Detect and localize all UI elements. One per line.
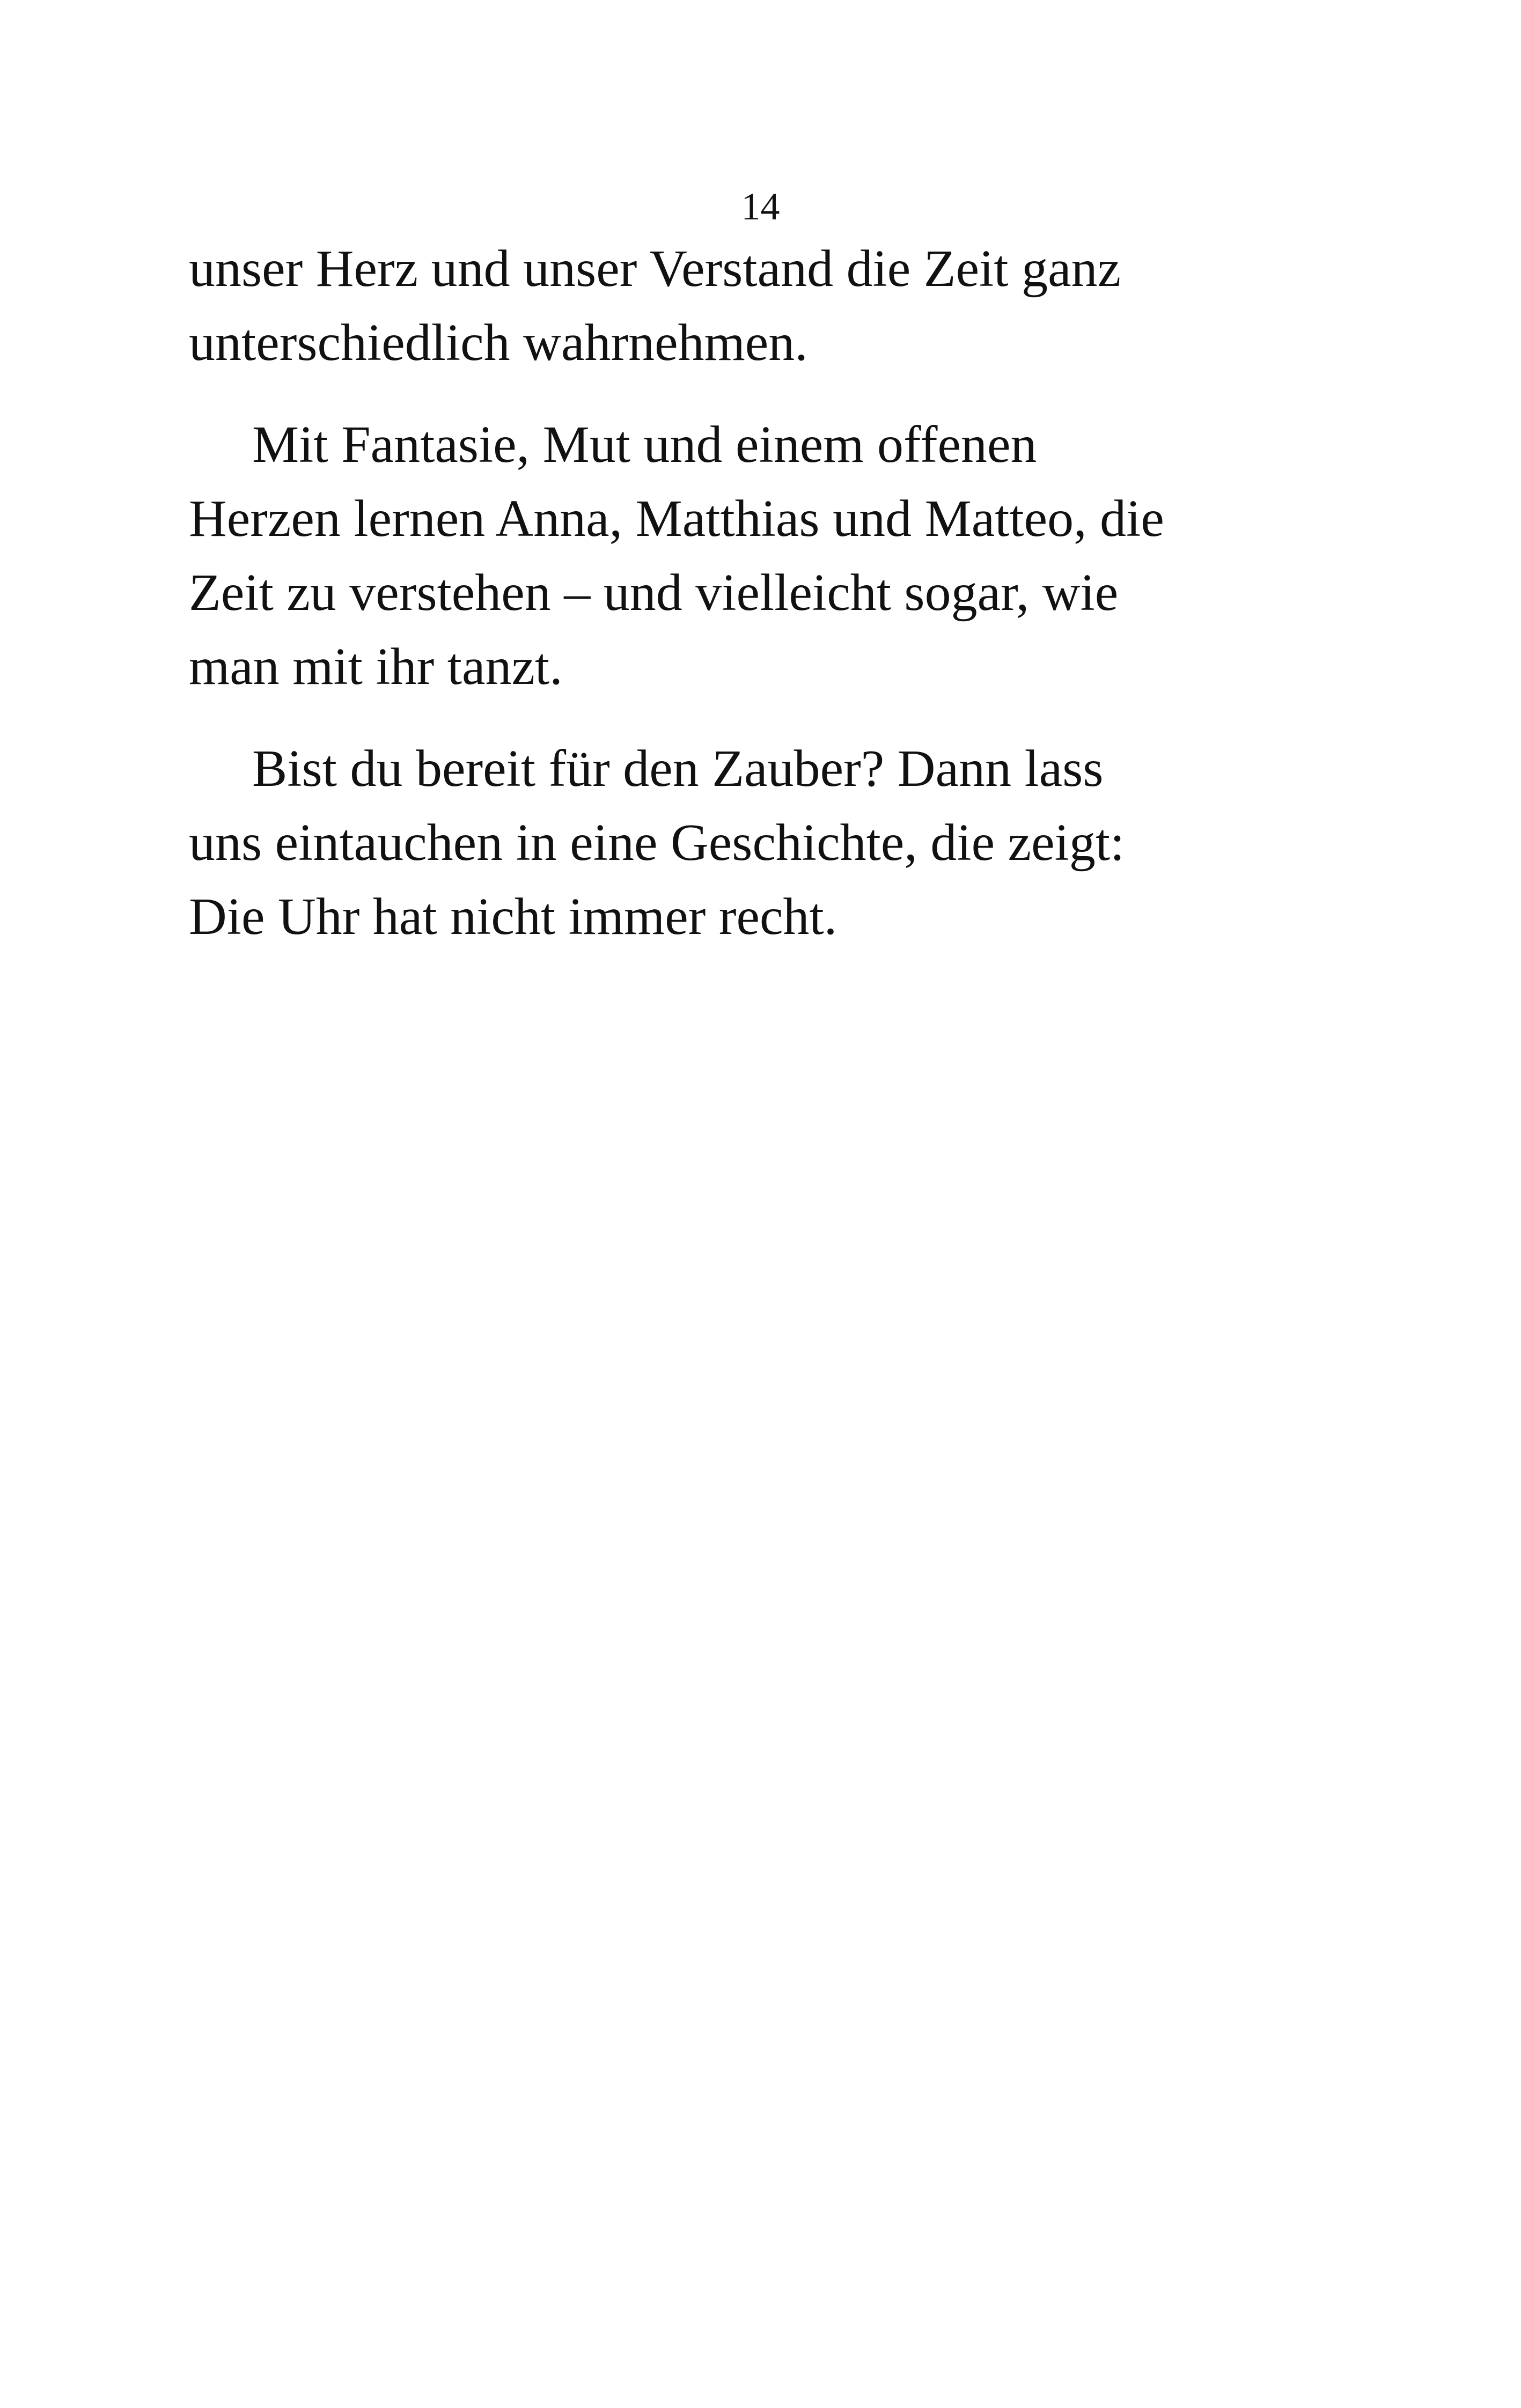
text-line: man mit ihr tanzt. bbox=[189, 638, 563, 696]
text-line: Die Uhr hat nicht immer recht. bbox=[189, 888, 837, 946]
text-line: Herzen lernen Anna, Matthias und Matteo, die bbox=[189, 490, 1164, 548]
text-line: unser Herz und unser Verstand die Zeit ganz bbox=[189, 240, 1121, 298]
body-text bbox=[189, 232, 1326, 954]
paragraph-2 bbox=[189, 408, 1326, 704]
text-line: Zeit zu verstehen – und vielleicht sogar, wie bbox=[189, 564, 1119, 622]
text-line: uns eintauchen in eine Geschichte, die zeigt: bbox=[189, 814, 1125, 872]
paragraph-3 bbox=[189, 732, 1326, 954]
text-line: Bist du bereit für den Zauber? Dann lass bbox=[252, 740, 1104, 798]
text-line: Mit Fantasie, Mut und einem offenen bbox=[252, 416, 1037, 474]
page-number: 14 bbox=[741, 185, 780, 228]
paragraph-1 bbox=[189, 232, 1326, 380]
text-line: unterschiedlich wahrnehmen. bbox=[189, 314, 808, 372]
